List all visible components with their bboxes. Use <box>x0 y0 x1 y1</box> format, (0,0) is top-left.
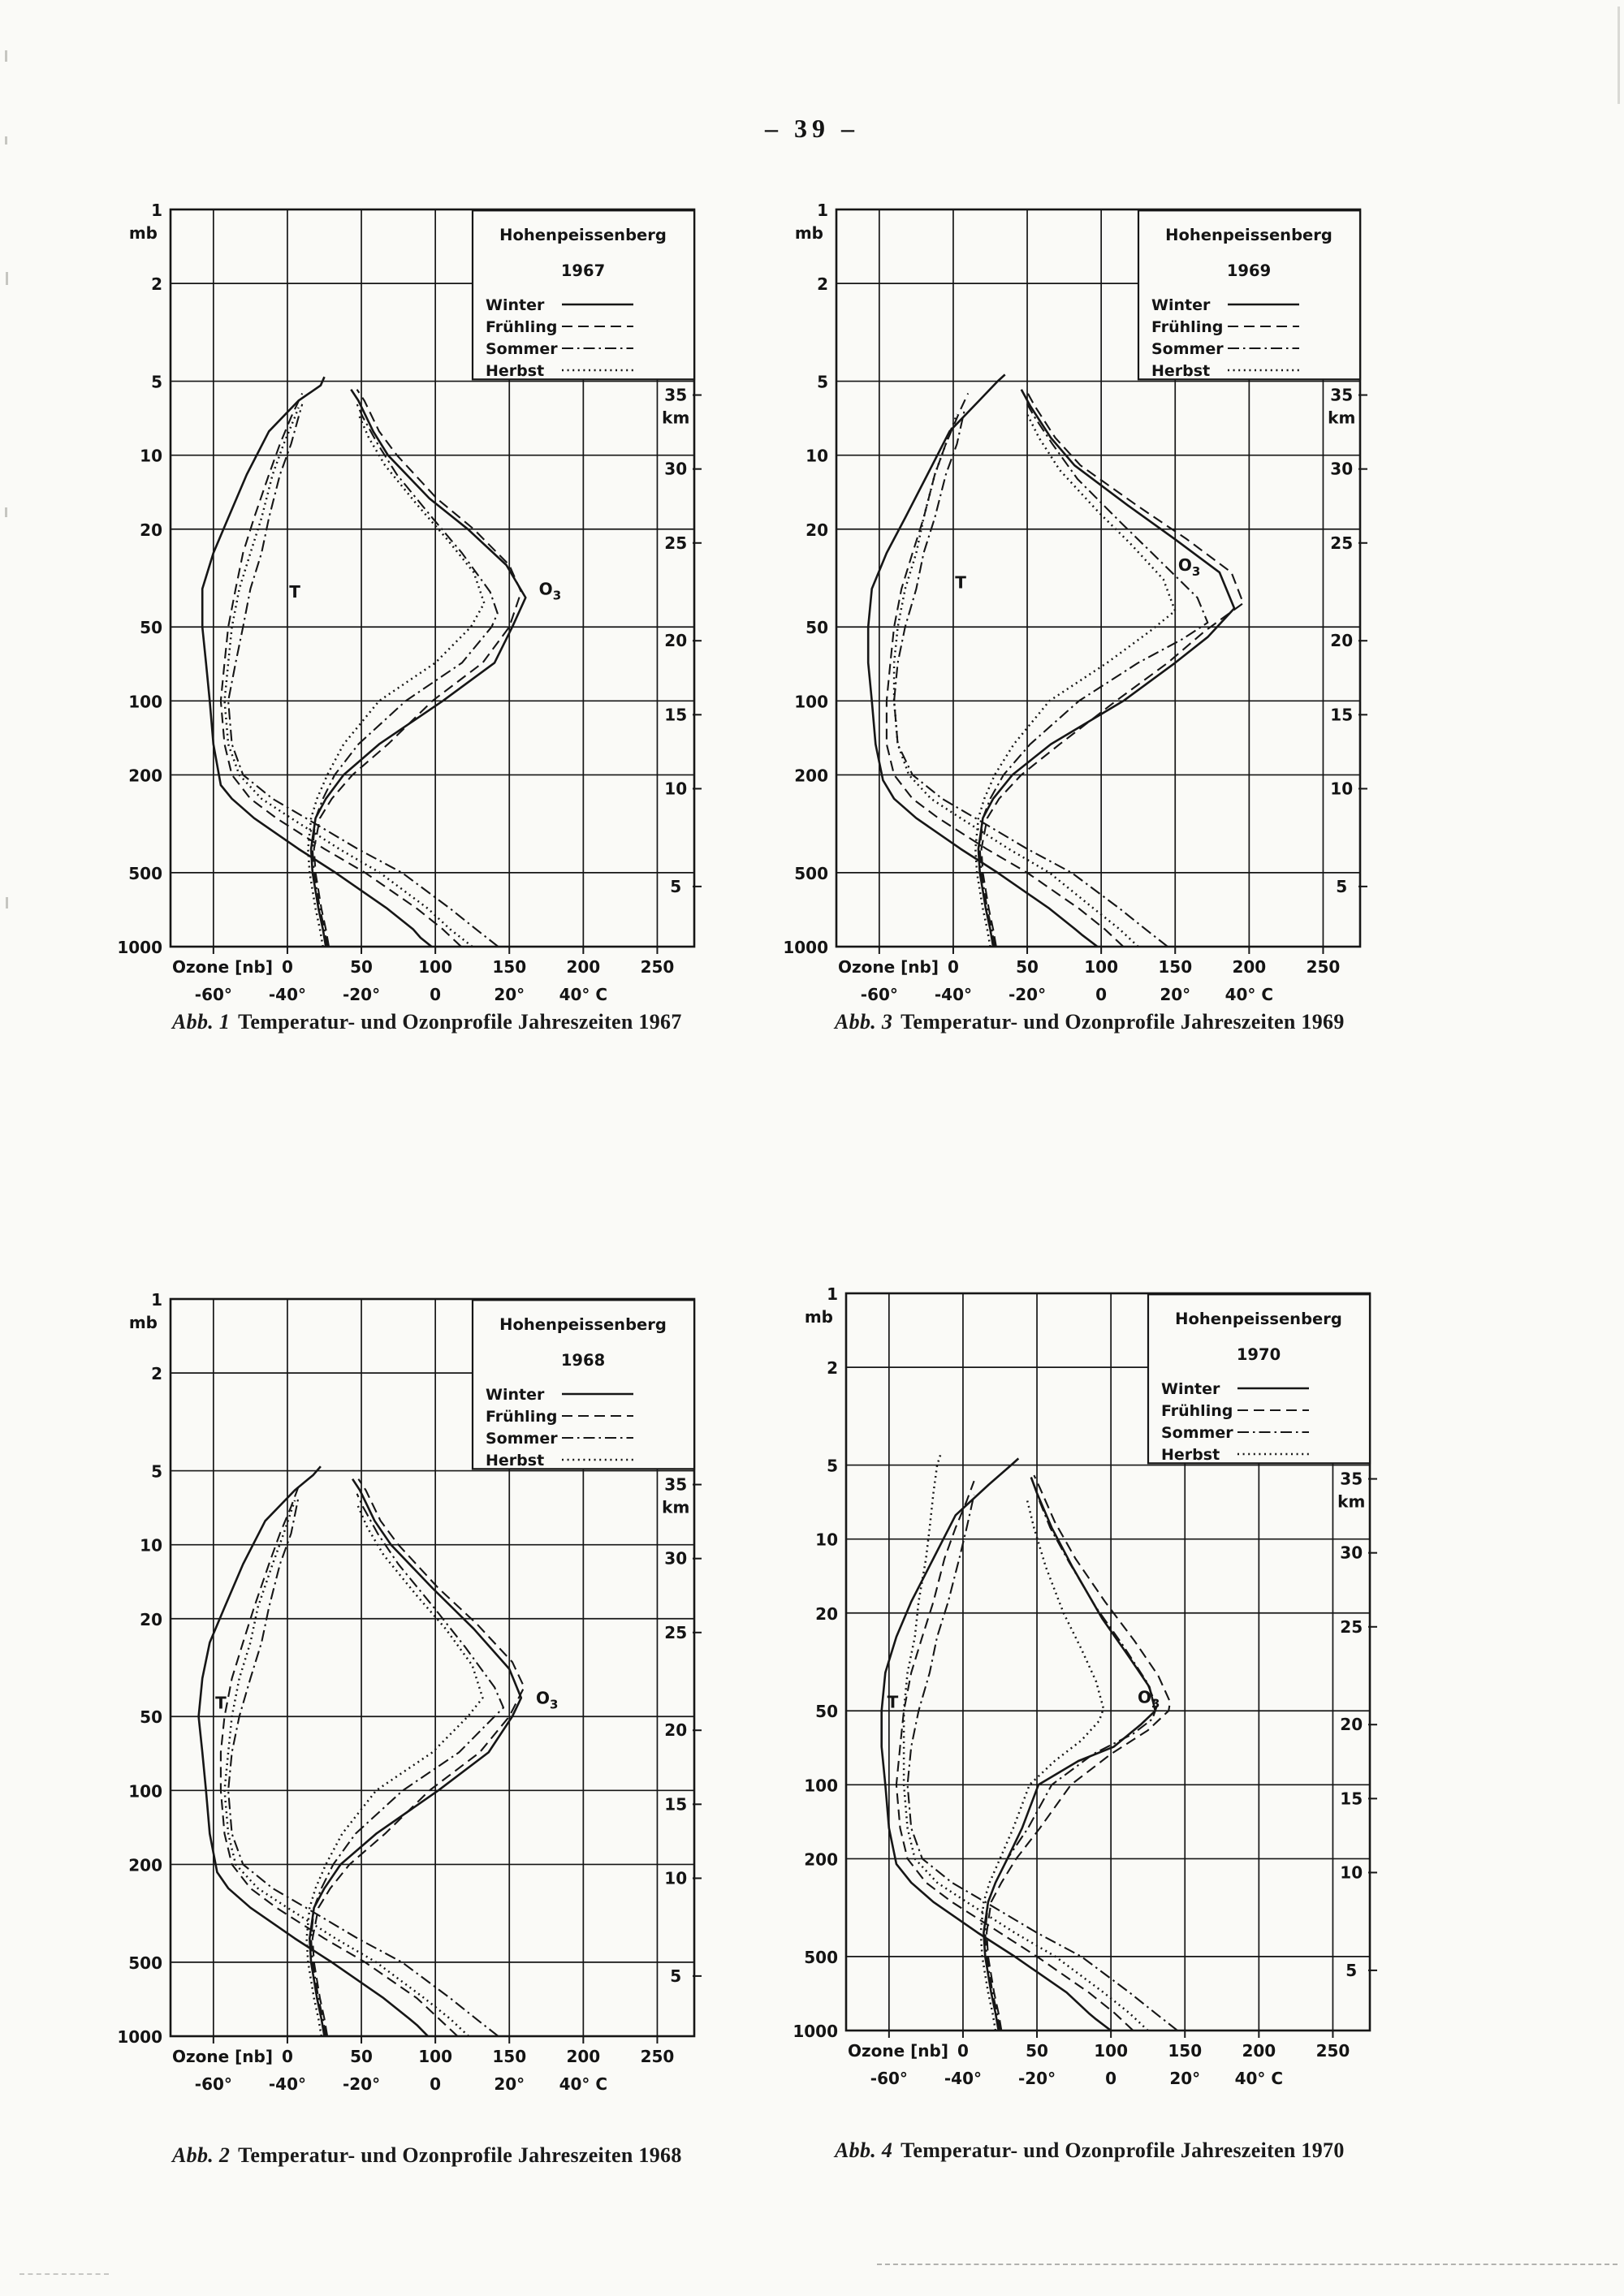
svg-text:100: 100 <box>128 1781 162 1802</box>
svg-text:5: 5 <box>1345 1960 1358 1980</box>
caption-text: Temperatur- und Ozonprofile Jahreszeiten 1968 <box>238 2143 682 2167</box>
ozone-axis-title: Ozone [nb] <box>172 2047 273 2066</box>
svg-text:-40°: -40° <box>944 2069 983 2088</box>
legend-station: Hohenpeissenberg <box>499 226 667 244</box>
legend-year: 1967 <box>560 261 606 280</box>
svg-text:50: 50 <box>350 2047 373 2066</box>
svg-text:1000: 1000 <box>793 2022 838 2041</box>
svg-text:200: 200 <box>804 1849 838 1870</box>
svg-text:150: 150 <box>492 2047 527 2066</box>
svg-text:15: 15 <box>664 705 688 725</box>
svg-text:20°: 20° <box>494 2074 525 2094</box>
svg-text:30: 30 <box>664 1548 688 1569</box>
svg-text:40° C: 40° C <box>559 2074 608 2094</box>
svg-text:-60°: -60° <box>870 2069 908 2088</box>
svg-text:15: 15 <box>1340 1789 1363 1809</box>
svg-text:250: 250 <box>1315 2041 1350 2061</box>
svg-text:35: 35 <box>664 1474 688 1495</box>
chart-svg-abb4 <box>781 1271 1431 2091</box>
svg-text:500: 500 <box>804 1947 838 1967</box>
svg-text:1: 1 <box>151 1290 162 1310</box>
ozone-curves-label: $O_3$ <box>538 579 562 603</box>
svg-text:10: 10 <box>1330 779 1354 799</box>
x-axis-labels <box>838 957 1340 1004</box>
curve-herbst-ozone <box>308 414 484 947</box>
scan-artifact-bottom-rule <box>877 2264 1618 2265</box>
svg-text:2: 2 <box>827 1358 838 1379</box>
svg-text:0: 0 <box>430 2074 442 2094</box>
svg-text:30: 30 <box>664 459 688 479</box>
curve-frühling-ozone <box>987 1475 1170 2031</box>
scan-artifact <box>6 897 8 908</box>
scan-artifact <box>6 272 8 285</box>
svg-text:10: 10 <box>815 1530 838 1550</box>
svg-text:5: 5 <box>670 1966 682 1986</box>
svg-text:10: 10 <box>1340 1862 1363 1883</box>
curve-frühling-ozone <box>313 1479 525 2036</box>
svg-text:2: 2 <box>817 274 828 295</box>
svg-text:15: 15 <box>664 1794 688 1815</box>
svg-text:1000: 1000 <box>117 2027 162 2047</box>
legend-year: 1970 <box>1236 1345 1281 1364</box>
svg-text:-20°: -20° <box>1008 985 1047 1004</box>
svg-text:1000: 1000 <box>117 938 162 957</box>
svg-text:250: 250 <box>1306 957 1341 977</box>
temperature-curves-label: T <box>215 1693 227 1713</box>
legend-year: 1969 <box>1226 261 1272 280</box>
x-axis-labels <box>172 957 674 1004</box>
svg-text:20°: 20° <box>1169 2069 1201 2088</box>
curve-sommer-temperature <box>894 411 1168 947</box>
pressure-axis-labels <box>783 201 828 957</box>
svg-text:5: 5 <box>670 876 682 896</box>
curve-frühling-ozone <box>314 390 521 947</box>
altitude-unit-label: km <box>662 1497 690 1517</box>
svg-text:200: 200 <box>794 766 828 786</box>
svg-text:500: 500 <box>128 1953 162 1973</box>
caption-text: Temperatur- und Ozonprofile Jahreszeiten 1970 <box>901 2138 1345 2162</box>
legend-season-dashdot: Sommer <box>486 340 558 358</box>
axis-ticks <box>214 947 658 954</box>
svg-text:50: 50 <box>1016 957 1039 977</box>
svg-text:100: 100 <box>418 957 453 977</box>
pressure-unit-label: mb <box>128 1313 158 1332</box>
svg-text:10: 10 <box>664 1868 688 1888</box>
svg-text:20°: 20° <box>1160 985 1191 1004</box>
axis-ticks <box>214 2036 658 2044</box>
legend <box>1148 1294 1370 1464</box>
pressure-axis-labels <box>117 201 162 957</box>
altitude-axis-labels <box>662 386 702 896</box>
svg-text:200: 200 <box>566 957 601 977</box>
caption-label: Abb. 4 <box>835 2138 893 2162</box>
svg-text:-20°: -20° <box>342 2074 381 2094</box>
svg-text:150: 150 <box>1168 2041 1203 2061</box>
legend-season-solid: Winter <box>486 296 545 314</box>
svg-text:50: 50 <box>140 1707 162 1728</box>
svg-text:20: 20 <box>806 520 828 540</box>
x-axis-labels <box>172 2047 674 2094</box>
caption-label: Abb. 2 <box>172 2143 231 2167</box>
legend-season-solid: Winter <box>486 1386 545 1404</box>
svg-text:35: 35 <box>1340 1469 1363 1489</box>
svg-text:40° C: 40° C <box>1224 985 1274 1004</box>
svg-text:0: 0 <box>430 985 442 1004</box>
svg-text:250: 250 <box>640 2047 675 2066</box>
svg-text:5: 5 <box>151 372 162 392</box>
caption-label: Abb. 3 <box>835 1010 893 1034</box>
svg-text:0: 0 <box>1105 2069 1117 2088</box>
svg-text:2: 2 <box>151 274 162 295</box>
svg-text:10: 10 <box>140 1535 162 1556</box>
profile-curves <box>868 374 1243 947</box>
svg-text:-60°: -60° <box>860 985 898 1004</box>
svg-text:40° C: 40° C <box>559 985 608 1004</box>
svg-text:100: 100 <box>418 2047 453 2066</box>
legend-station: Hohenpeissenberg <box>499 1315 667 1334</box>
curve-winter-temperature <box>882 1458 1111 2031</box>
ozone-curves-label: $O_3$ <box>536 1688 559 1712</box>
scan-artifact-bottom-left-marks <box>19 2273 109 2275</box>
temperature-curves-label: T <box>887 1692 899 1712</box>
caption-text: Temperatur- und Ozonprofile Jahreszeiten 1969 <box>901 1010 1345 1034</box>
legend-season-dashed: Frühling <box>486 1408 558 1426</box>
svg-text:50: 50 <box>1026 2041 1048 2061</box>
legend-season-dashdot: Sommer <box>1151 340 1224 358</box>
x-axis-labels <box>848 2041 1350 2088</box>
svg-text:1000: 1000 <box>783 938 828 957</box>
svg-text:1: 1 <box>827 1284 838 1304</box>
svg-text:10: 10 <box>806 446 828 466</box>
svg-text:100: 100 <box>128 692 162 712</box>
svg-text:2: 2 <box>151 1364 162 1384</box>
svg-text:5: 5 <box>817 372 828 392</box>
curve-winter-ozone <box>978 390 1234 947</box>
svg-text:150: 150 <box>492 957 527 977</box>
figure-caption-abb2 <box>172 2143 682 2168</box>
svg-text:20: 20 <box>664 1720 688 1741</box>
svg-text:200: 200 <box>128 1855 162 1875</box>
curve-sommer-temperature <box>908 1495 1178 2031</box>
svg-text:5: 5 <box>151 1461 162 1482</box>
svg-text:-20°: -20° <box>1017 2069 1056 2088</box>
legend-season-dotted: Herbst <box>1151 362 1211 380</box>
svg-text:5: 5 <box>1336 876 1348 896</box>
legend-season-solid: Winter <box>1161 1380 1220 1398</box>
svg-text:15: 15 <box>1330 705 1354 725</box>
svg-text:1: 1 <box>151 201 162 220</box>
svg-text:-40°: -40° <box>934 985 973 1004</box>
svg-text:0: 0 <box>947 957 959 977</box>
ozone-axis-title: Ozone [nb] <box>838 957 939 977</box>
svg-text:200: 200 <box>128 766 162 786</box>
ozone-curves-label: $O_3$ <box>1177 555 1201 580</box>
svg-text:-40°: -40° <box>268 2074 307 2094</box>
svg-text:20: 20 <box>140 520 162 540</box>
ozone-axis-title: Ozone [nb] <box>848 2041 948 2061</box>
axis-ticks <box>889 2031 1333 2038</box>
chart-abb1-temperature-ozone-1967 <box>106 187 755 1010</box>
svg-text:100: 100 <box>804 1776 838 1796</box>
svg-text:-40°: -40° <box>268 985 307 1004</box>
scan-artifact <box>5 507 7 517</box>
svg-text:30: 30 <box>1330 459 1354 479</box>
figure-caption-abb3 <box>835 1010 1345 1034</box>
svg-text:100: 100 <box>1084 957 1119 977</box>
altitude-unit-label: km <box>1337 1491 1366 1512</box>
svg-text:200: 200 <box>1242 2041 1276 2061</box>
svg-text:-20°: -20° <box>342 985 381 1004</box>
svg-text:200: 200 <box>1232 957 1267 977</box>
svg-text:10: 10 <box>140 446 162 466</box>
altitude-axis-labels <box>1328 386 1367 896</box>
scan-artifact <box>5 136 7 145</box>
svg-text:250: 250 <box>640 957 675 977</box>
svg-text:20°: 20° <box>494 985 525 1004</box>
legend-season-dotted: Herbst <box>486 1452 545 1470</box>
curve-winter-ozone <box>983 1478 1155 2031</box>
curve-sommer-ozone <box>313 404 498 947</box>
pressure-axis-labels <box>793 1284 838 2041</box>
figure-caption-abb4 <box>835 2138 1345 2163</box>
svg-text:50: 50 <box>806 618 828 638</box>
chart-abb4-temperature-ozone-1970 <box>781 1271 1431 2094</box>
pressure-unit-label: mb <box>804 1307 833 1327</box>
svg-text:30: 30 <box>1340 1543 1363 1563</box>
curve-sommer-ozone <box>311 1494 503 2036</box>
curve-sommer-temperature <box>228 1497 498 2036</box>
pressure-unit-label: mb <box>794 223 823 243</box>
legend-season-dashdot: Sommer <box>486 1430 558 1448</box>
curve-winter-temperature <box>202 377 431 947</box>
legend-season-dashed: Frühling <box>1161 1402 1233 1420</box>
curve-winter-ozone <box>311 390 525 947</box>
svg-text:10: 10 <box>664 779 688 799</box>
chart-abb3-temperature-ozone-1969 <box>771 187 1421 1010</box>
legend-season-dotted: Herbst <box>1161 1446 1220 1464</box>
svg-text:20: 20 <box>1340 1715 1363 1735</box>
svg-text:40° C: 40° C <box>1234 2069 1284 2088</box>
caption-text: Temperatur- und Ozonprofile Jahreszeiten 1967 <box>238 1010 682 1034</box>
legend-season-dashed: Frühling <box>1151 318 1224 336</box>
svg-text:50: 50 <box>140 618 162 638</box>
legend-year: 1968 <box>560 1351 606 1370</box>
svg-text:0: 0 <box>1095 985 1108 1004</box>
legend-season-solid: Winter <box>1151 296 1211 314</box>
legend-season-dashdot: Sommer <box>1161 1424 1233 1442</box>
svg-text:500: 500 <box>794 863 828 883</box>
svg-text:0: 0 <box>281 2047 293 2066</box>
chart-svg-abb3 <box>771 187 1421 1007</box>
svg-text:5: 5 <box>827 1456 838 1476</box>
svg-text:200: 200 <box>566 2047 601 2066</box>
temperature-curves-label: T <box>289 582 300 602</box>
scan-artifact <box>5 50 7 62</box>
svg-text:0: 0 <box>281 957 293 977</box>
caption-label: Abb. 1 <box>172 1010 231 1034</box>
ozone-axis-title: Ozone [nb] <box>172 957 273 977</box>
svg-text:20: 20 <box>140 1609 162 1629</box>
profile-curves <box>882 1454 1177 2031</box>
svg-text:35: 35 <box>1330 385 1354 405</box>
svg-text:25: 25 <box>664 533 688 553</box>
altitude-unit-label: km <box>1328 408 1356 428</box>
svg-text:0: 0 <box>957 2041 969 2061</box>
svg-text:100: 100 <box>1094 2041 1129 2061</box>
curve-frühling-temperature <box>221 1487 458 2036</box>
svg-text:50: 50 <box>815 1702 838 1722</box>
svg-text:25: 25 <box>1340 1616 1363 1637</box>
svg-text:-60°: -60° <box>194 985 232 1004</box>
legend-season-dashed: Frühling <box>486 318 558 336</box>
page-number: – 39 – <box>765 114 859 143</box>
scan-artifact <box>1618 6 1620 104</box>
svg-text:20: 20 <box>815 1603 838 1624</box>
svg-text:35: 35 <box>664 385 688 405</box>
curve-frühling-ozone <box>982 390 1244 947</box>
svg-text:50: 50 <box>350 957 373 977</box>
chart-svg-abb1 <box>106 187 755 1007</box>
altitude-axis-labels <box>1337 1470 1377 1980</box>
svg-text:1: 1 <box>817 201 828 220</box>
pressure-axis-labels <box>117 1290 162 2047</box>
curve-herbst-ozone <box>981 1498 1104 2031</box>
svg-text:20: 20 <box>664 631 688 651</box>
altitude-axis-labels <box>662 1475 702 1986</box>
legend <box>1138 210 1360 380</box>
svg-text:25: 25 <box>1330 533 1354 553</box>
svg-text:-60°: -60° <box>194 2074 232 2094</box>
legend-station: Hohenpeissenberg <box>1175 1310 1342 1328</box>
temperature-curves-label: T <box>955 572 966 593</box>
svg-text:100: 100 <box>794 692 828 712</box>
svg-text:20: 20 <box>1330 631 1354 651</box>
legend-season-dotted: Herbst <box>486 362 545 380</box>
legend-station: Hohenpeissenberg <box>1165 226 1332 244</box>
svg-text:25: 25 <box>664 1622 688 1642</box>
chart-svg-abb2 <box>106 1276 755 2096</box>
legend <box>473 1300 694 1470</box>
chart-abb2-temperature-ozone-1968 <box>106 1276 755 2100</box>
curve-sommer-temperature <box>228 404 498 947</box>
pressure-unit-label: mb <box>128 223 158 243</box>
ozone-curves-label: $O_3$ <box>1137 1687 1160 1711</box>
legend <box>473 210 694 380</box>
profile-curves <box>202 377 525 947</box>
svg-text:150: 150 <box>1158 957 1193 977</box>
altitude-unit-label: km <box>662 408 690 428</box>
axis-ticks <box>879 947 1324 954</box>
figure-caption-abb1 <box>172 1010 682 1034</box>
svg-text:500: 500 <box>128 863 162 883</box>
